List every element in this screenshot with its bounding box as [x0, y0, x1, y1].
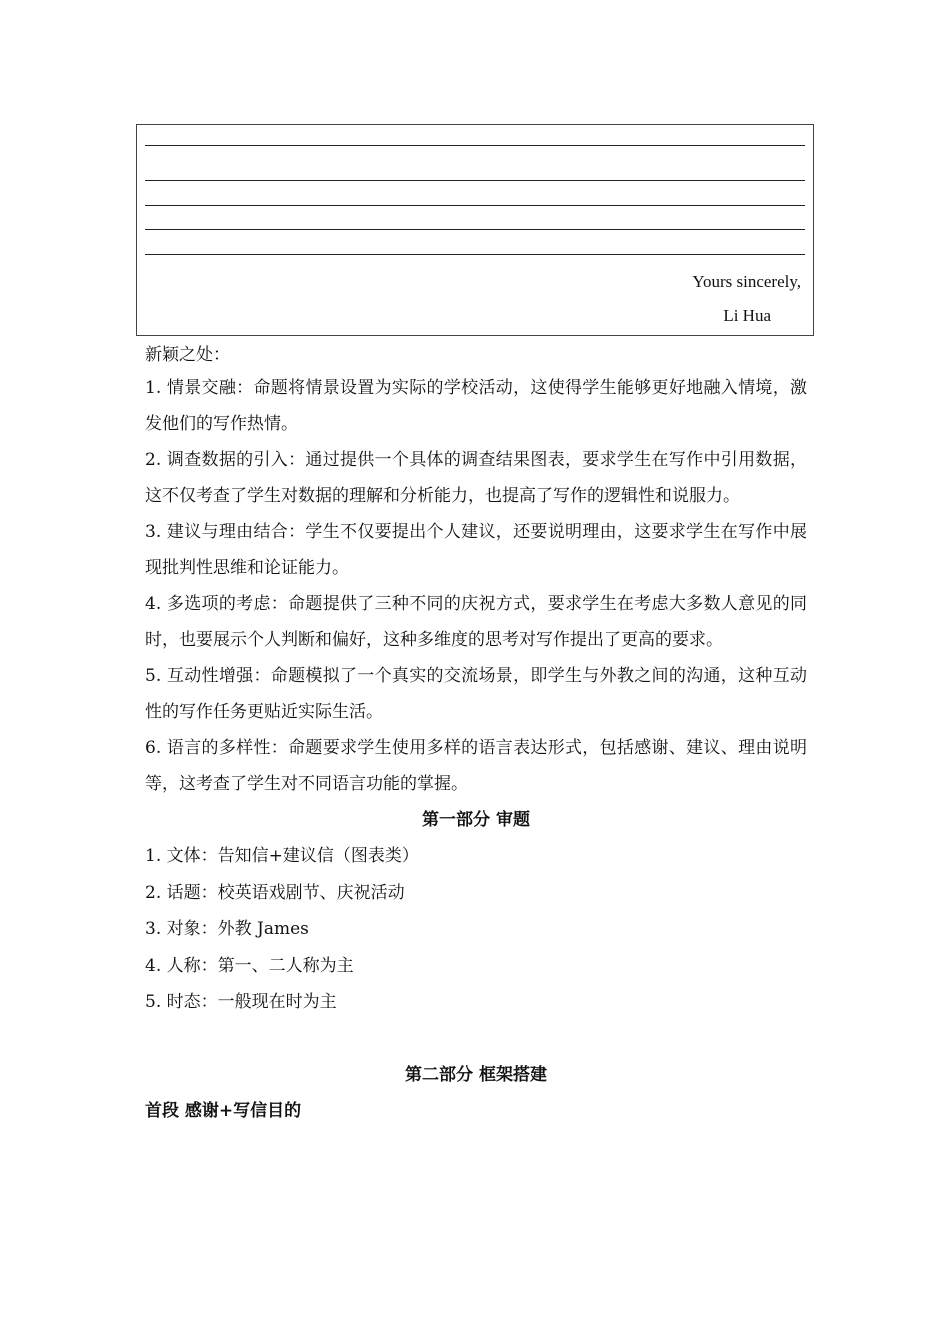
analysis-item: 1. 文体：告知信+建议信（图表类） — [145, 846, 419, 866]
novelty-point: 6. 语言的多样性：命题要求学生使用多样的语言表达形式，包括感谢、建议、理由说明等，这考查了学生对不同语言功能的掌握。 — [145, 738, 807, 794]
document-content — [145, 340, 807, 1129]
section-title-part1: 第一部分 审题 — [422, 810, 530, 830]
writing-line — [145, 180, 805, 181]
novelty-point: 1. 情景交融：命题将情景设置为实际的学校活动，这使得学生能够更好地融入情境，激发他们的写作热情。 — [145, 378, 807, 434]
section-title-part2: 第二部分 框架搭建 — [405, 1064, 547, 1085]
writing-line — [145, 145, 805, 146]
analysis-item: 5. 时态：一般现在时为主 — [145, 992, 337, 1012]
novelty-point: 2. 调查数据的引入：通过提供一个具体的调查结果图表，要求学生在写作中引用数据，这不仅考查了学生对数据的理解和分析能力，也提高了写作的逻辑性和说服力。 — [145, 450, 807, 506]
letter-answer-box — [136, 124, 814, 336]
writing-line — [145, 205, 805, 206]
letter-signature: Li Hua — [723, 306, 771, 325]
novelty-point: 4. 多选项的考虑：命题提供了三种不同的庆祝方式，要求学生在考虑大多数人意见的同时，也要展示个人判断和偏好，这种多维度的思考对写作提出了更高的要求。 — [145, 594, 807, 650]
first-paragraph-heading: 首段 感谢+写信目的 — [145, 1100, 302, 1121]
novelty-point: 3. 建议与理由结合：学生不仅要提出个人建议，还要说明理由，这要求学生在写作中展现批判性思维和论证能力。 — [145, 522, 807, 578]
analysis-item: 3. 对象：外教 James — [145, 919, 309, 939]
novelty-point: 5. 互动性增强：命题模拟了一个真实的交流场景，即学生与外教之间的沟通，这种互动性的写作任务更贴近实际生活。 — [145, 666, 807, 722]
letter-closing: Yours sincerely, — [692, 272, 801, 291]
writing-line — [145, 229, 805, 230]
spacer — [145, 1021, 807, 1057]
analysis-item: 2. 话题：校英语戏剧节、庆祝活动 — [145, 882, 405, 903]
analysis-item: 4. 人称：第一、二人称为主 — [145, 955, 354, 976]
novelty-label: 新颖之处： — [145, 345, 230, 365]
writing-line — [145, 254, 805, 255]
